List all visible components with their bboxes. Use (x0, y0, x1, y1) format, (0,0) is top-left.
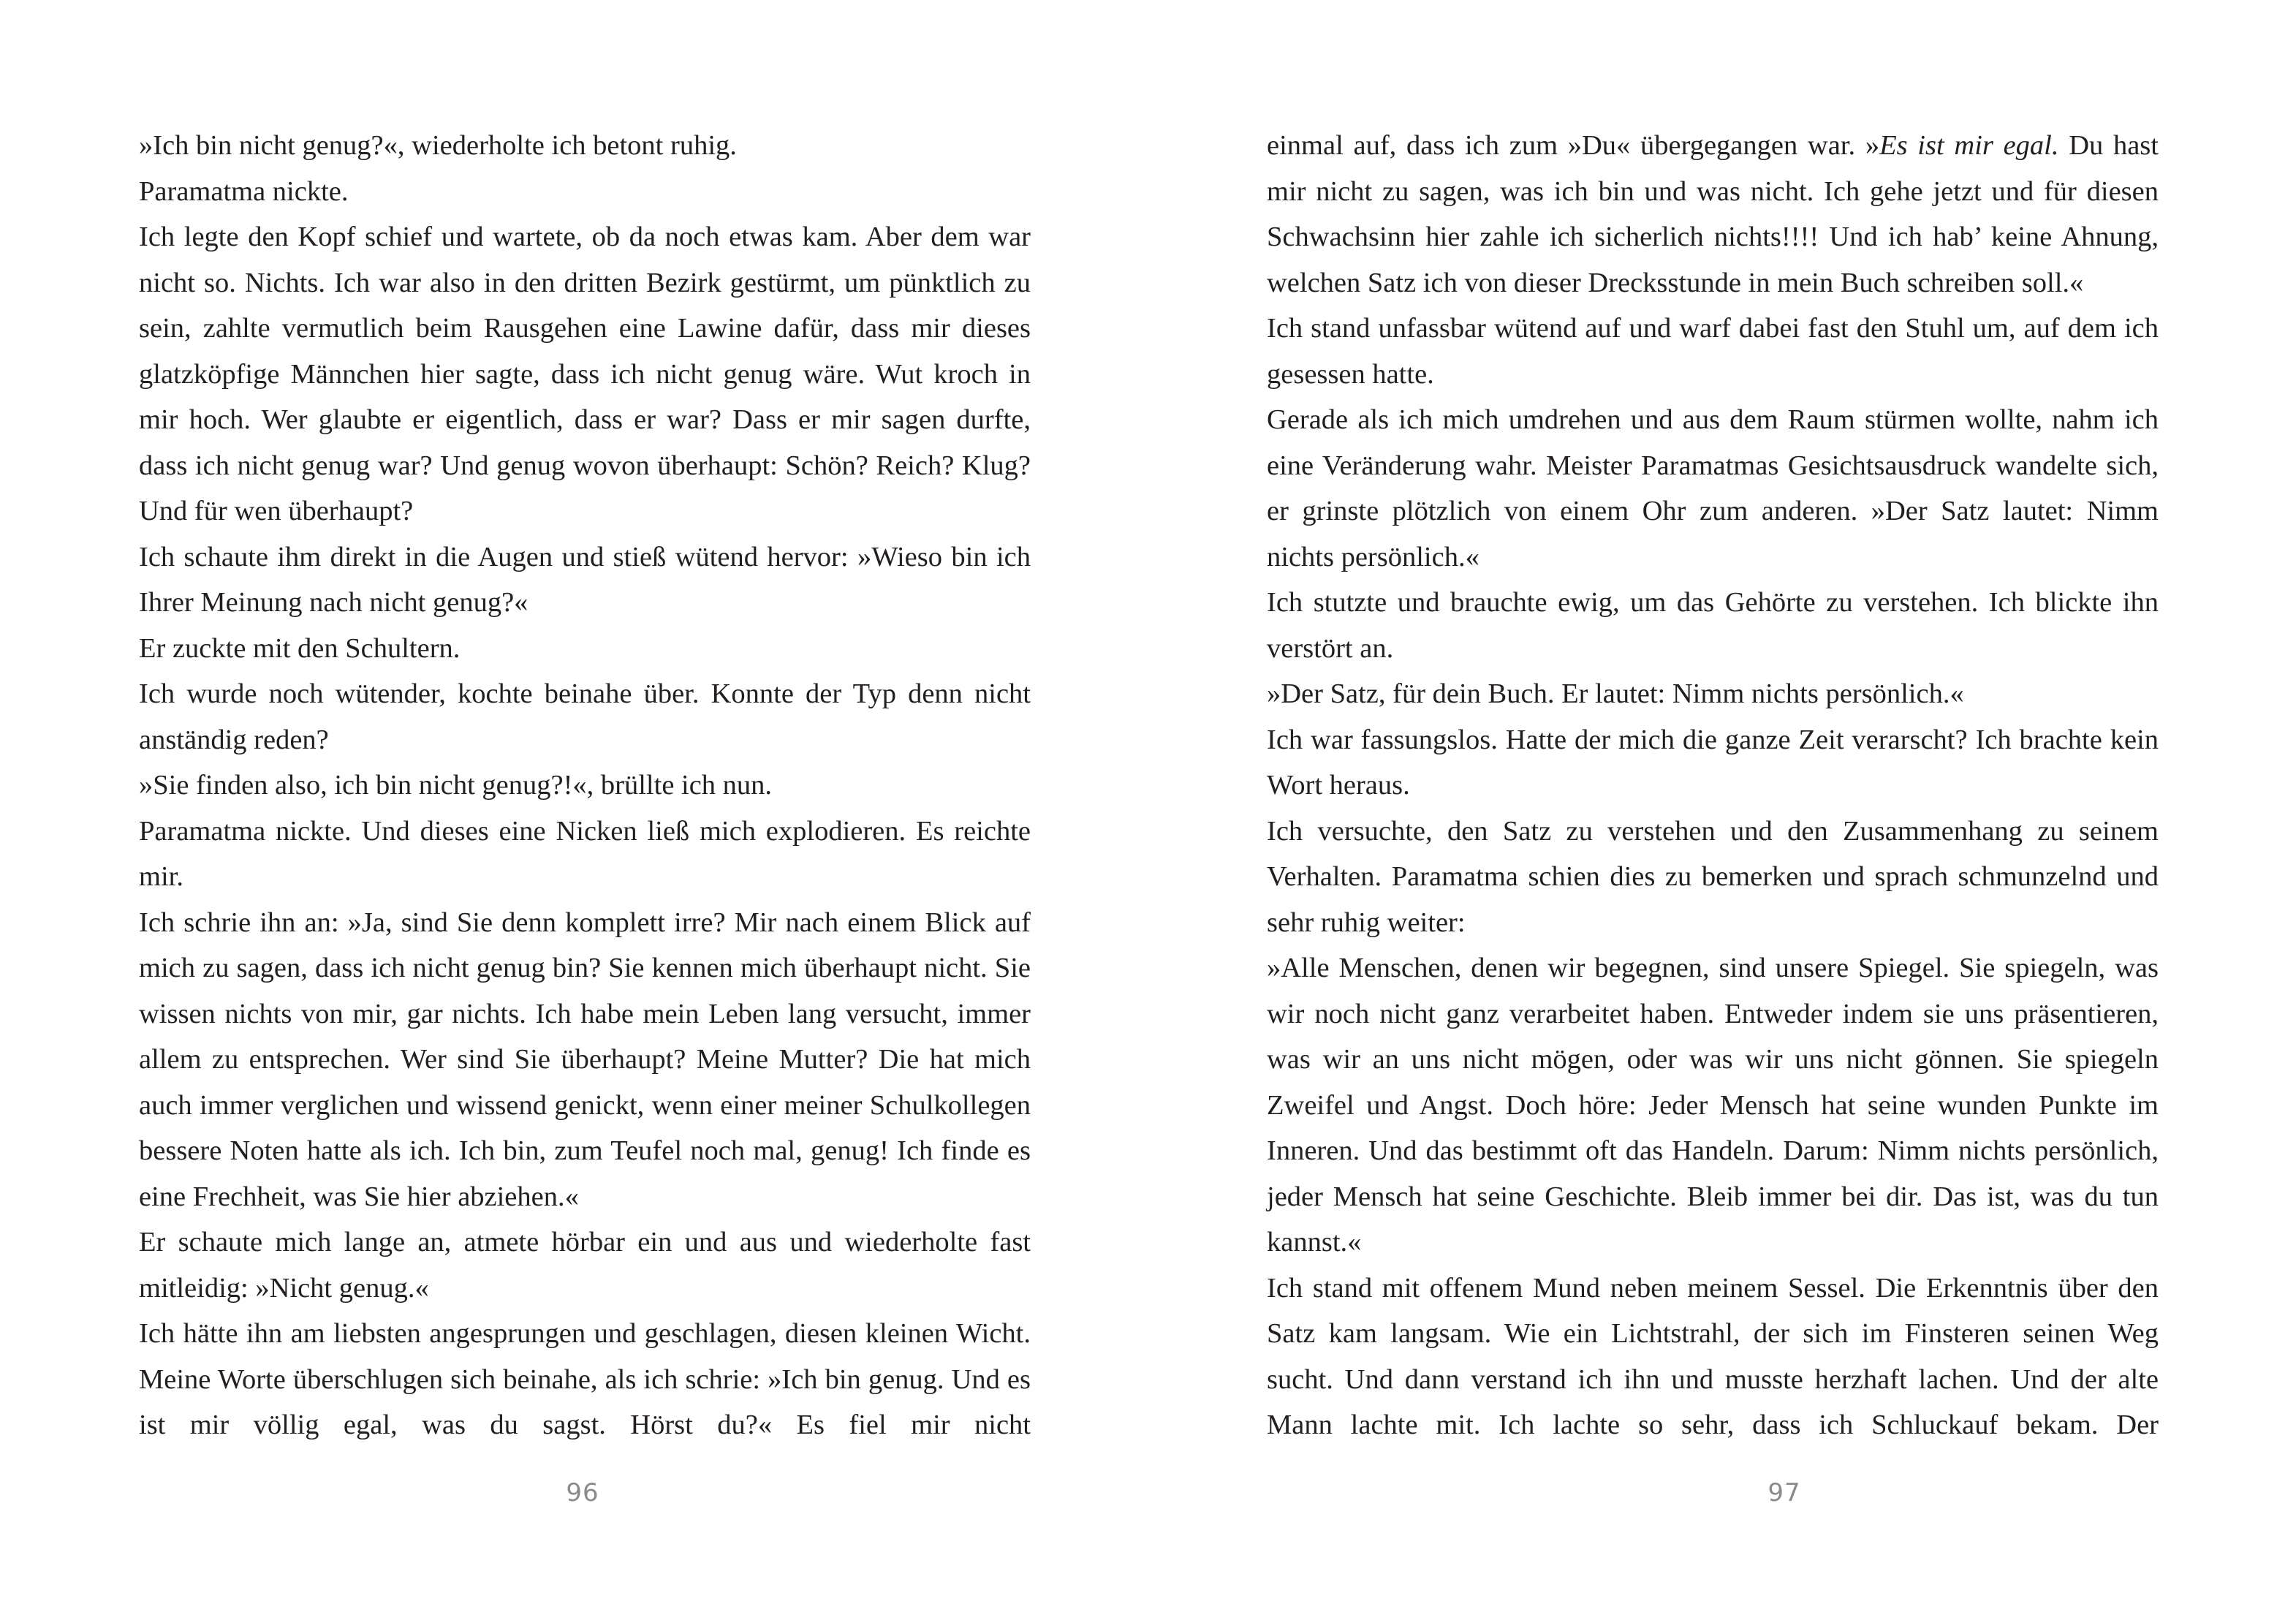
paragraph-continuation (1267, 123, 2159, 306)
page-number-right: 97 (1768, 1478, 1801, 1507)
paragraph: Ich stand unfassbar wütend auf und warf dabei fast den Stuhl um, auf dem ich gesessen hatte. (1267, 313, 2159, 390)
paragraph: Ich stutzte und brauchte ewig, um das Gehörte zu verstehen. Ich blickte ihn verstört an. (1267, 587, 2159, 664)
paragraph: »Ich bin nicht genug?«, wiederholte ich betont ruhig. (139, 130, 737, 161)
paragraph: »Sie finden also, ich bin nicht genug?!«, brüllte ich nun. (139, 770, 773, 801)
paragraph: Ich schrie ihn an: »Ja, sind Sie denn komplett irre? Mir nach einem Blick auf mich zu sagen, dass ich nicht genug bin? Sie kennen mich überhaupt nicht. Sie wissen nichts von mir, gar nichts. Ich habe mein Leben lang versucht, immer allem zu entsprechen. Wer sind Sie überhaupt? Meine Mutter? Die hat mich auch immer verglichen und wissend genickt, wenn einer meiner Schulkollegen bessere Noten hatte als ich. Ich bin, zum Teufel noch mal, genug! Ich finde es eine Frechheit, was Sie hier abziehen.« (139, 907, 1031, 1212)
paragraph: Ich schaute ihm direkt in die Augen und stieß wütend hervor: »Wieso bin ich Ihrer Meinung nach nicht genug?« (139, 541, 1031, 618)
right-page-text (1267, 123, 2159, 1448)
paragraph: Ich wurde noch wütender, kochte beinahe über. Konnte der Typ denn nicht anständig reden? (139, 678, 1031, 755)
paragraph: »Alle Menschen, denen wir begegnen, sind unsere Spiegel. Sie spiegeln, was wir noch nicht ganz verarbeitet haben. Entweder indem sie uns präsentieren, was wir an uns nicht mögen, oder was wir uns nicht gönnen. Sie spiegeln Zweifel und Angst. Doch höre: Jeder Mensch hat seine wunden Punkte im Inneren. Und das bestimmt oft das Handeln. Darum: Nimm nichts persönlich, jeder Mensch hat seine Geschichte. Bleib immer bei dir. Das ist, was du tun kannst.« (1267, 953, 2159, 1257)
page-number-left: 96 (566, 1478, 599, 1507)
paragraph: Ich legte den Kopf schief und wartete, ob da noch etwas kam. Aber dem war nicht so. Nichts. Ich war also in den dritten Bezirk gestürmt, um pünktlich zu sein, zahlte vermutlich beim Rausgehen eine Lawine dafür, dass mir dieses glatzköpfige Männchen hier sagte, dass ich nicht genug wäre. Wut kroch in mir hoch. Wer glaubte er eigentlich, dass er war? Dass er mir sagen durfte, dass ich nicht genug war? Und genug wovon überhaupt: Schön? Reich? Klug? Und für wen überhaupt? (139, 222, 1031, 526)
paragraph: Gerade als ich mich umdrehen und aus dem Raum stürmen wollte, nahm ich eine Veränderung wahr. Meister Paramatmas Gesichtsausdruck wandelte sich, er grinste plötzlich von einem Ohr zum anderen. »Der Satz lautet: Nimm nichts persönlich.« (1267, 404, 2159, 572)
right-page (1148, 0, 2296, 1623)
text-run: Du hast mir nicht zu sagen, was ich bin und was nicht. Ich gehe jetzt und für diesen Schwachsinn hier zahle ich sicherlich nichts!!!! Und ich hab’ keine Ahnung, welchen Satz ich von dieser Drecksstunde in mein Buch schreiben soll.« (1267, 130, 2159, 298)
paragraph: Er zuckte mit den Schultern. (139, 632, 461, 664)
paragraph-continued: Ich stand mit offenem Mund neben meinem Sessel. Die Erkenntnis über den Satz kam langsam. Wie ein Lichtstrahl, der sich im Finsteren seinen Weg sucht. Und dann verstand ich ihn und musste herzhaft lachen. Und der alte Mann lachte mit. Ich lachte so sehr, dass ich Schluckauf bekam. Der (1267, 1272, 2159, 1440)
left-page-text (139, 123, 1031, 1448)
paragraph: Paramatma nickte. Und dieses eine Nicken ließ mich explodieren. Es reichte mir. (139, 815, 1031, 892)
italic-run: Es ist mir egal. (1879, 130, 2059, 161)
text-run: einmal auf, dass ich zum »Du« übergegangen war. » (1267, 130, 1880, 161)
paragraph-continued: Ich hätte ihn am liebsten angesprungen und geschlagen, diesen kleinen Wicht. Meine Worte überschlugen sich beinahe, als ich schrie: »Ich bin genug. Und es ist mir völlig egal, was du sagst. Hörst du?« Es fiel mir nicht (139, 1318, 1031, 1440)
paragraph: »Der Satz, für dein Buch. Er lautet: Nimm nichts persönlich.« (1267, 678, 1964, 709)
paragraph: Paramatma nickte. (139, 175, 349, 207)
paragraph: Er schaute mich lange an, atmete hörbar ein und aus und wiederholte fast mitleidig: »Nicht genug.« (139, 1227, 1031, 1304)
paragraph: Ich war fassungslos. Hatte der mich die ganze Zeit verarscht? Ich brachte kein Wort heraus. (1267, 724, 2159, 801)
paragraph: Ich versuchte, den Satz zu verstehen und den Zusammenhang zu seinem Verhalten. Paramatma schien dies zu bemerken und sprach schmunzelnd und sehr ruhig weiter: (1267, 815, 2159, 938)
